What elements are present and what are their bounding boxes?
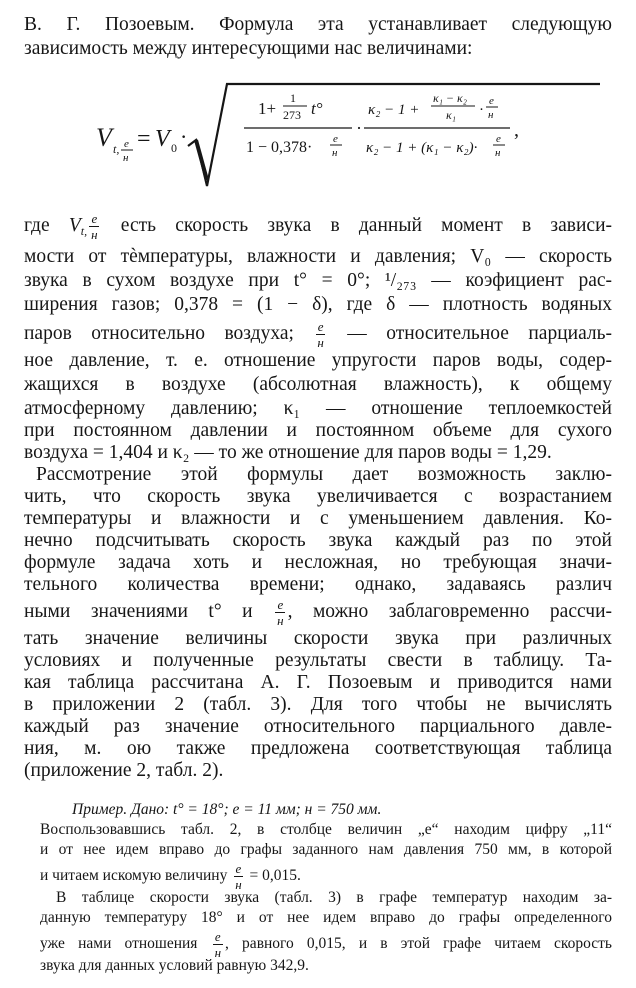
para1-frac-den: н	[317, 335, 324, 350]
para1-line-5-end: — относительное парциаль-	[347, 322, 613, 344]
formula-v-sub-t: t,	[113, 142, 120, 156]
radical-stroke-icon	[196, 140, 207, 180]
para1-line-2: мости от тèмпературы, влажности и давления; V₀ — скорость	[24, 246, 612, 267]
f1-num-pre: 1+	[258, 99, 277, 118]
f2-den-pre: κ₂ − 1 + (κ₁ − κ₂)·	[366, 140, 478, 156]
formula-v-sub-num: e	[124, 138, 129, 150]
example-label: Пример.	[72, 801, 128, 818]
para1-line-6: ное давление, т. е. отношение упругости паров воды, содер-	[24, 350, 612, 371]
para1-v-sub-t: t,	[80, 223, 88, 238]
formula-v-sub-den: н	[123, 152, 129, 164]
intro-line-1: В. Г. Позоевым. Формула эта устанавливает следующую	[24, 14, 612, 35]
para2-line-1: Рассмотрение этой формулы дает возможность заклю-	[36, 464, 612, 485]
para1-frac-num: e	[317, 319, 324, 334]
example-line-7	[40, 930, 612, 959]
f1-den-num: e	[333, 133, 338, 145]
para1-line-5-start: паров относительно воздуха;	[24, 322, 294, 344]
para2-line-7	[24, 598, 612, 627]
f2-num-pre: κ₂ − 1 +	[368, 102, 420, 118]
para2-frac-den: н	[277, 613, 284, 628]
f1-num-post: t°	[311, 99, 323, 118]
formula-trailing-comma: ,	[514, 119, 519, 141]
f1-den-pre: 1 − 0,378·	[246, 139, 313, 156]
formula-mid-dot: ·	[356, 118, 362, 138]
example-line-6: данную температуру 18° и от нее идем вправо до графы определенного	[40, 909, 612, 926]
formula-equals: =	[137, 126, 151, 152]
example-ratio-den: н	[214, 945, 222, 960]
example-line-4	[40, 862, 612, 891]
para2-line-12: каждый раз значение относительного парциального давле-	[24, 716, 612, 737]
para2-line-13: ния, м. ою также предложена соответствующая таблица	[24, 738, 612, 759]
example-ratio-frac	[213, 930, 223, 959]
example-ratio-num: e	[214, 929, 221, 944]
para2-e-over-n	[275, 598, 285, 627]
f2-num-post: ·	[479, 102, 484, 118]
formula-dot: ·	[180, 124, 188, 149]
example-frac-num: e	[235, 861, 242, 876]
para2-line-6: тельного количества времени; однако, задаваясь различ	[24, 574, 612, 595]
f2-inner-den: κ₁	[446, 108, 456, 122]
example-e-over-n	[233, 862, 243, 891]
f1-small-den: 273	[283, 108, 301, 122]
example-line-1	[72, 800, 612, 819]
para2-line-4: нечно подсчитывать скорость звука каждый раз по этой	[24, 530, 612, 551]
para2-line-5: формуле задача хоть и несложная, но требующая значи-	[24, 552, 612, 573]
formula-v-symbol: V	[96, 123, 112, 152]
f2-den-n: н	[495, 147, 501, 159]
example-given: Дано: t° = 18°; e = 11 мм; н = 750 мм.	[130, 801, 382, 818]
f1-small-num: 1	[290, 91, 296, 105]
para2-line-9: условиях и полученные результаты свести в таблицу. Та-	[24, 650, 612, 671]
intro-line-2: зависимость между интересующими нас величинами:	[24, 38, 473, 59]
example-line-2: Воспользовавшись табл. 2, в столбце величин „e“ находим цифру „11“	[40, 821, 612, 838]
para1-vt-symbol	[68, 211, 102, 242]
para2-line-3: температуры и влажности и с уменьшением давления. Ко-	[24, 508, 612, 529]
para1-line-8: атмосферному давлению; κ₁ — отношение теплоемкостей	[24, 398, 612, 419]
f2-e: e	[489, 95, 494, 107]
para1-v-sub-den: н	[91, 227, 98, 242]
para1-line-7: жащихся в воздухе (абсолютная влажность), к общему	[24, 374, 612, 395]
f2-den-e: e	[496, 133, 501, 145]
para1-v-sub-num: e	[91, 211, 98, 226]
example-line-4-end: = 0,015.	[249, 867, 301, 885]
example-line-8: звука для данных условий равную 342,9.	[40, 957, 309, 974]
para1-line-5	[24, 320, 612, 349]
para2-line-7-end: , можно заблаговременно рассчи-	[287, 600, 612, 622]
example-line-3: и от нее идем вправо до графы заданного нам давления 750 мм, в которой	[40, 841, 612, 858]
para1-e-over-n	[315, 320, 325, 349]
para1-line-3: звука в сухом воздухе при t° = 0°; ¹/₂₇₃ — коэфициент рас-	[24, 270, 612, 291]
para2-line-7-start: ными значениями t° и	[24, 600, 253, 622]
sound-speed-formula	[0, 80, 636, 208]
para2-frac-num: e	[277, 597, 284, 612]
para1-v-sub-frac	[89, 212, 99, 241]
para2-line-14: (приложение 2, табл. 2).	[24, 760, 224, 781]
f2-n: н	[488, 109, 494, 121]
para1-line-1	[24, 212, 612, 242]
formula-v0-sub: 0	[171, 141, 177, 155]
para1-where: где	[24, 214, 50, 236]
para1-line-10: воздуха = 1,404 и κ₂ — то же отношение для паров воды = 1,29.	[24, 442, 552, 463]
f2-inner-num: κ₁ − κ₂	[433, 91, 467, 105]
para2-line-11: в приложении 2 (табл. 3). Для того чтобы не вычислять	[24, 694, 612, 715]
f1-den-den: н	[332, 147, 338, 159]
formula-v0: V	[155, 126, 170, 152]
example-line-7-end: , равного 0,015, и в этой графе читаем скорость	[225, 935, 613, 953]
example-line-7-start: уже нами отношения	[40, 935, 198, 953]
para1-line-9: при постоянном давлении и постоянном объеме для сухого	[24, 420, 612, 441]
para2-line-8: тать значение величины скорости звука при различных	[24, 628, 612, 649]
radical-sign-icon	[188, 84, 600, 186]
para1-line-4: ширения газов; 0,378 = (1 − δ), где δ — плотность водяных	[24, 294, 612, 315]
para2-line-2: чить, что скорость звука увеличивается с возрастанием	[24, 486, 612, 507]
para1-line-1-rest: есть скорость звука в данный момент в зависи-	[120, 214, 613, 236]
example-line-4-start: и читаем искомую величину	[40, 867, 228, 885]
para2-line-10: кая таблица рассчитана А. Г. Позоевым и приводится нами	[24, 672, 612, 693]
example-line-5: В таблице скорости звука (табл. 3) в графе температур находим за-	[56, 889, 612, 906]
example-frac-den: н	[235, 877, 242, 892]
para1-v: V	[68, 214, 81, 236]
